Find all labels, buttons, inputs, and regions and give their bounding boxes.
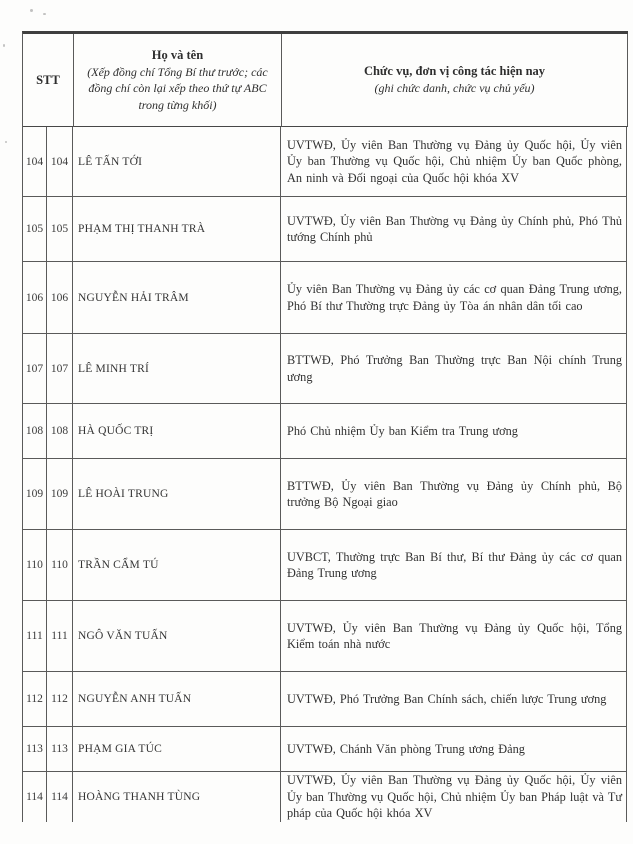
scan-speck	[30, 9, 33, 12]
header-cell-position	[282, 34, 628, 127]
cell-position	[281, 530, 627, 601]
cell-stt-right: 106	[47, 262, 73, 334]
cell-stt-right: 109	[47, 459, 73, 530]
position-text: UVTWĐ, Phó Trưởng Ban Chính sách, chiến lược Trung ương	[287, 691, 607, 706]
cell-name: PHẠM THỊ THANH TRÀ	[73, 197, 281, 262]
cell-stt-left: 111	[23, 601, 47, 672]
cell-stt-right: 114	[47, 772, 73, 822]
cell-stt-left: 106	[23, 262, 47, 334]
position-text: BTTWĐ, Ủy viên Ban Thường vụ Đảng ủy Chính phủ, Bộ trưởng Bộ Ngoại giao	[287, 478, 622, 509]
position-text: UVTWĐ, Ủy viên Ban Thường vụ Đảng ủy Quốc hội, Ủy viên Ủy ban Thường vụ Quốc hội, Chủ nhiệm Ủy ban Quốc phòng, An ninh và Đối ngoại của Quốc hội khóa XV	[287, 137, 622, 185]
table-row	[23, 334, 628, 404]
cell-stt-right: 107	[47, 334, 73, 404]
table-row	[23, 127, 628, 197]
cell-stt-left: 109	[23, 459, 47, 530]
cell-stt-left: 104	[23, 127, 47, 197]
cell-position	[281, 127, 627, 197]
cell-stt-left: 114	[23, 772, 47, 822]
cell-stt-right: 113	[47, 727, 73, 772]
cell-name: LÊ MINH TRÍ	[73, 334, 281, 404]
position-text: UVTWĐ, Ủy viên Ban Thường vụ Đảng ủy Quốc hội, Tổng Kiểm toán nhà nước	[287, 620, 622, 651]
cell-position	[281, 672, 627, 727]
cell-stt-left: 105	[23, 197, 47, 262]
cell-stt-left: 112	[23, 672, 47, 727]
position-text: UVTWĐ, Chánh Văn phòng Trung ương Đảng	[287, 741, 525, 756]
table-row	[23, 262, 628, 334]
cell-name: NGUYỄN ANH TUẤN	[73, 672, 281, 727]
position-text: UVTWĐ, Ủy viên Ban Thường vụ Đảng ủy Chính phủ, Phó Thủ tướng Chính phủ	[287, 213, 622, 244]
cell-stt-right: 111	[47, 601, 73, 672]
table-row	[23, 601, 628, 672]
cell-name: HOÀNG THANH TÙNG	[73, 772, 281, 822]
table-row	[23, 459, 628, 530]
header-name-title: Họ và tên	[151, 47, 204, 62]
cell-stt-left: 107	[23, 334, 47, 404]
cell-name: HÀ QUỐC TRỊ	[73, 404, 281, 459]
position-text: BTTWĐ, Phó Trưởng Ban Thường trực Ban Nội chính Trung ương	[287, 353, 622, 384]
cell-name: LÊ TẤN TỚI	[73, 127, 281, 197]
cell-name: TRẦN CẨM TÚ	[73, 530, 281, 601]
table-row	[23, 197, 628, 262]
cell-position	[281, 727, 627, 772]
cell-name: PHẠM GIA TÚC	[73, 727, 281, 772]
table-row	[23, 772, 628, 822]
scan-speck	[43, 13, 46, 15]
cell-stt-right: 105	[47, 197, 73, 262]
cell-stt-right: 104	[47, 127, 73, 197]
cell-name: LÊ HOÀI TRUNG	[73, 459, 281, 530]
header-name-note: (Xếp đồng chí Tổng Bí thư trước; các đồng chí còn lại xếp theo thứ tự ABC trong từng khối)	[87, 64, 268, 112]
header-position-note: (ghi chức danh, chức vụ chủ yếu)	[374, 81, 535, 96]
cell-stt-right: 112	[47, 672, 73, 727]
header-stt-label: STT	[36, 72, 60, 87]
personnel-table	[22, 31, 628, 822]
cell-name: NGÔ VĂN TUẤN	[73, 601, 281, 672]
cell-name: NGUYỄN HẢI TRÂM	[73, 262, 281, 334]
cell-stt-right: 108	[47, 404, 73, 459]
cell-position	[281, 459, 627, 530]
header-position-title: Chức vụ, đơn vị công tác hiện nay	[363, 64, 546, 79]
cell-position	[281, 262, 627, 334]
table-header-row	[23, 34, 628, 127]
cell-position	[281, 334, 627, 404]
cell-position	[281, 197, 627, 262]
cell-stt-left: 108	[23, 404, 47, 459]
cell-position	[281, 772, 627, 822]
scan-speck	[3, 44, 5, 47]
header-cell-name	[74, 34, 282, 127]
cell-position	[281, 601, 627, 672]
table-row	[23, 672, 628, 727]
table-row	[23, 404, 628, 459]
cell-stt-left: 113	[23, 727, 47, 772]
table-row	[23, 727, 628, 772]
position-text: Phó Chủ nhiệm Ủy ban Kiểm tra Trung ương	[287, 423, 518, 438]
cell-stt-left: 110	[23, 530, 47, 601]
position-text: UVTWĐ, Ủy viên Ban Thường vụ Đảng ủy Quốc hội, Ủy viên Ủy ban Thường vụ Quốc hội, Chủ nhiệm Ủy ban Pháp luật và Tư pháp của Quốc hội khóa XV	[287, 773, 622, 821]
cell-position	[281, 404, 627, 459]
cell-stt-right: 110	[47, 530, 73, 601]
header-cell-stt	[23, 34, 74, 127]
position-text: Ủy viên Ban Thường vụ Đảng ủy các cơ quan Đảng Trung ương, Phó Bí thư Thường trực Đảng ủy Tòa án nhân dân tối cao	[287, 282, 622, 313]
table-row	[23, 530, 628, 601]
scan-speck	[5, 141, 7, 143]
position-text: UVBCT, Thường trực Ban Bí thư, Bí thư Đảng ủy các cơ quan Đảng Trung ương	[287, 549, 622, 580]
